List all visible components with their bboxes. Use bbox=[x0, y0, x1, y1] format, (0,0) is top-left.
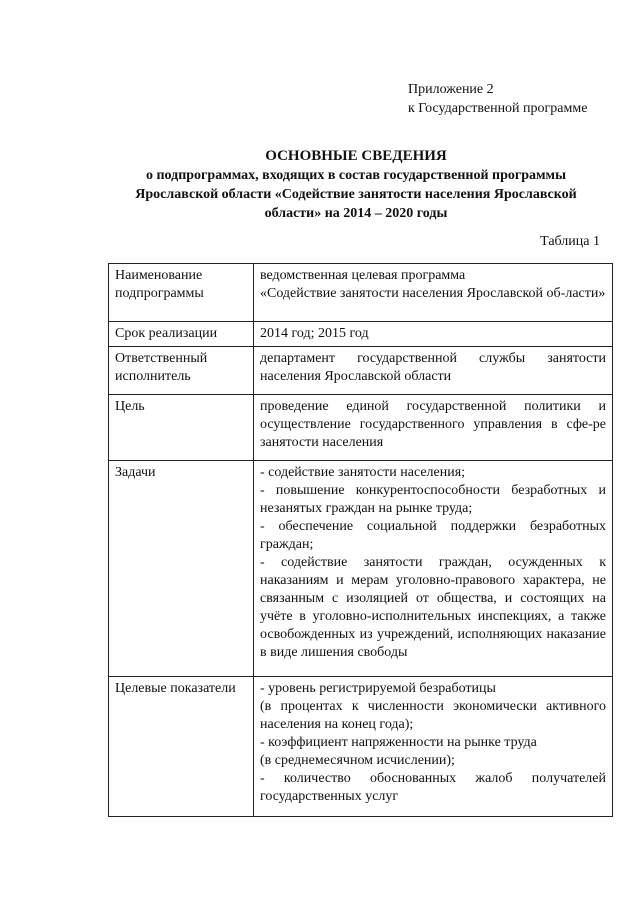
row-label bbox=[109, 322, 254, 347]
heading-title: ОСНОВНЫЕ СВЕДЕНИЯ bbox=[265, 148, 447, 164]
row-value-line: ведомственная целевая программа bbox=[260, 268, 466, 283]
appendix-line-1: Приложение 2 bbox=[408, 82, 494, 97]
row-value-line: (в среднемесячном исчислении); bbox=[260, 753, 455, 768]
row-label-line: Ответственный bbox=[115, 351, 208, 366]
heading-subtitle-2: Ярославской области «Содействие занятости населения Ярославской bbox=[135, 187, 577, 202]
table-row bbox=[109, 264, 613, 322]
row-value bbox=[254, 264, 613, 322]
row-label-line: Целевые показатели bbox=[115, 681, 236, 696]
row-value bbox=[254, 677, 613, 817]
subprogram-table bbox=[108, 263, 613, 817]
row-label-line: Срок реализации bbox=[115, 326, 218, 341]
row-label-line: Задачи bbox=[115, 465, 156, 480]
row-value-line: - обеспечение социальной поддержки безработных граждан; bbox=[260, 519, 606, 552]
table-row bbox=[109, 461, 613, 677]
row-value-line: - содействие занятости населения; bbox=[260, 465, 466, 480]
row-label bbox=[109, 461, 254, 677]
row-value-line: - повышение конкурентоспособности безработных и незанятых граждан на рынке труда; bbox=[260, 483, 606, 516]
row-value-line: - уровень регистрируемой безработицы bbox=[260, 681, 496, 696]
document-heading bbox=[100, 147, 612, 223]
row-label bbox=[109, 264, 254, 322]
table-label: Таблица 1 bbox=[540, 234, 600, 249]
row-value-line: - количество обоснованных жалоб получателей государственных услуг bbox=[260, 771, 606, 804]
row-label-line: подпрограммы bbox=[115, 286, 204, 301]
heading-subtitle-1: о подпрограммах, входящих в состав государственной программы bbox=[145, 168, 567, 183]
row-value-line: - коэффициент напряженности на рынке труда bbox=[260, 735, 537, 750]
row-value bbox=[254, 461, 613, 677]
row-value-line: (в процентах к численности экономически активного населения на конец года); bbox=[260, 699, 606, 732]
appendix-line-2: к Государственной программе bbox=[408, 101, 588, 116]
table-row bbox=[109, 347, 613, 395]
row-label bbox=[109, 395, 254, 461]
row-value-line: - содействие занятости граждан, осужденных к наказаниям и мерам уголовно-правового характера, не связанным с изоляцией от общества, и состоящих на учёте в уголовно-исполнительных инспекциях, а также освобожденных из учреждений, исполняющих наказание в виде лишения свободы bbox=[260, 555, 606, 660]
row-value-line: проведение единой государственной политики и осуществление государственного управления в сфе-ре занятости населения bbox=[260, 399, 606, 450]
row-label bbox=[109, 677, 254, 817]
heading-subtitle-3: области» на 2014 – 2020 годы bbox=[264, 206, 448, 221]
table-row bbox=[109, 677, 613, 817]
row-label-line: Наименование bbox=[115, 268, 203, 283]
row-value bbox=[254, 322, 613, 347]
row-value-line: 2014 год; 2015 год bbox=[260, 326, 369, 341]
row-label bbox=[109, 347, 254, 395]
row-value bbox=[254, 347, 613, 395]
table-row bbox=[109, 395, 613, 461]
appendix-note bbox=[408, 80, 587, 118]
row-label-line: Цель bbox=[115, 399, 145, 414]
row-value-line: департамент государственной службы занятости населения Ярославской области bbox=[260, 351, 606, 384]
row-value bbox=[254, 395, 613, 461]
table-row bbox=[109, 322, 613, 347]
row-value-line: «Содействие занятости населения Ярославской об-ласти» bbox=[260, 286, 606, 301]
row-label-line: исполнитель bbox=[115, 369, 191, 384]
